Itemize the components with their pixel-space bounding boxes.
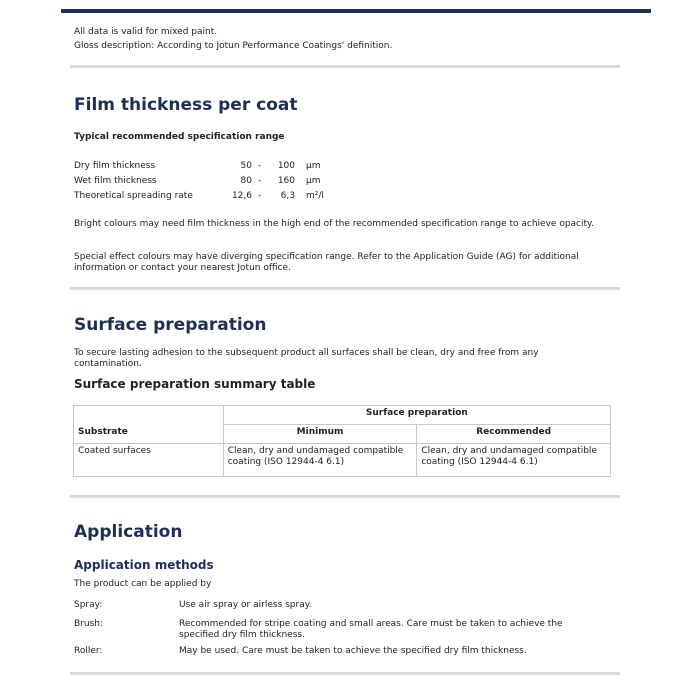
spec-label: Wet film thickness [74, 176, 157, 186]
application-methods-title: Application methods [74, 558, 214, 572]
section-divider [70, 672, 620, 675]
spec-row-dry-film [74, 160, 374, 172]
table-header-row [74, 425, 611, 444]
spec-dash: - [258, 161, 262, 171]
spec-max: 100 [277, 161, 295, 171]
surface-prep-intro: To secure lasting adhesion to the subsequent product all surfaces shall be clean, dry and free from any contamination. [74, 348, 539, 369]
method-label-brush: Brush: [74, 619, 104, 629]
bright-colours-note: Bright colours may need film thickness in the high end of the recommended specification range to achieve opacity. [74, 219, 594, 229]
summary-table-title: Surface preparation summary table [74, 377, 316, 391]
film-thickness-title: Film thickness per coat [74, 95, 298, 115]
spec-row-spreading-rate [74, 190, 374, 202]
table-header-group-row [74, 406, 611, 425]
col-header-minimum: Minimum [223, 425, 417, 444]
surface-preparation-title: Surface preparation [74, 315, 267, 335]
note-mixed-paint: All data is valid for mixed paint. [74, 27, 218, 37]
spec-row-wet-film [74, 175, 374, 187]
spec-min: 80 [240, 176, 252, 186]
top-rule [61, 9, 651, 13]
table-group-header: Surface preparation [223, 406, 610, 425]
cell-recommended: Clean, dry and undamaged compatible coating (ISO 12944-4 6.1) [417, 444, 611, 477]
spec-dash: - [258, 176, 262, 186]
application-intro: The product can be applied by [74, 579, 212, 589]
method-desc-spray: Use air spray or airless spray. [179, 600, 312, 610]
col-header-substrate: Substrate [74, 425, 224, 444]
spec-label: Dry film thickness [74, 161, 156, 171]
method-desc-roller: May be used. Care must be taken to achieve the specified dry film thickness. [179, 646, 527, 656]
spec-min: 12,6 [231, 191, 252, 201]
method-label-roller: Roller: [74, 646, 103, 656]
spec-dash: - [258, 191, 262, 201]
table-row [74, 444, 611, 477]
spec-max: 160 [277, 176, 295, 186]
application-title: Application [74, 522, 183, 542]
method-label-spray: Spray: [74, 600, 103, 610]
section-divider [70, 495, 620, 498]
spec-unit: µm [306, 161, 321, 171]
table-corner-cell [74, 406, 224, 425]
spec-label: Theoretical spreading rate [74, 191, 193, 201]
note-gloss: Gloss description: According to Jotun Performance Coatings' definition. [74, 41, 393, 51]
col-header-recommended: Recommended [417, 425, 611, 444]
section-divider [70, 65, 620, 68]
spec-unit: µm [306, 176, 321, 186]
cell-substrate: Coated surfaces [74, 444, 224, 477]
spec-min: 50 [240, 161, 252, 171]
special-effect-note: Special effect colours may have diverging specification range. Refer to the Application Guide (AG) for additional information or contact your nearest Jotun office. [74, 252, 579, 273]
section-divider [70, 287, 620, 290]
cell-minimum: Clean, dry and undamaged compatible coating (ISO 12944-4 6.1) [223, 444, 417, 477]
spec-max: 6,3 [280, 191, 295, 201]
method-desc-brush: Recommended for stripe coating and small areas. Care must be taken to achieve the specified dry film thickness. [179, 619, 563, 640]
spec-range-subtitle: Typical recommended specification range [74, 132, 285, 142]
spec-unit: m²/l [306, 191, 324, 201]
surface-prep-table [73, 405, 611, 477]
